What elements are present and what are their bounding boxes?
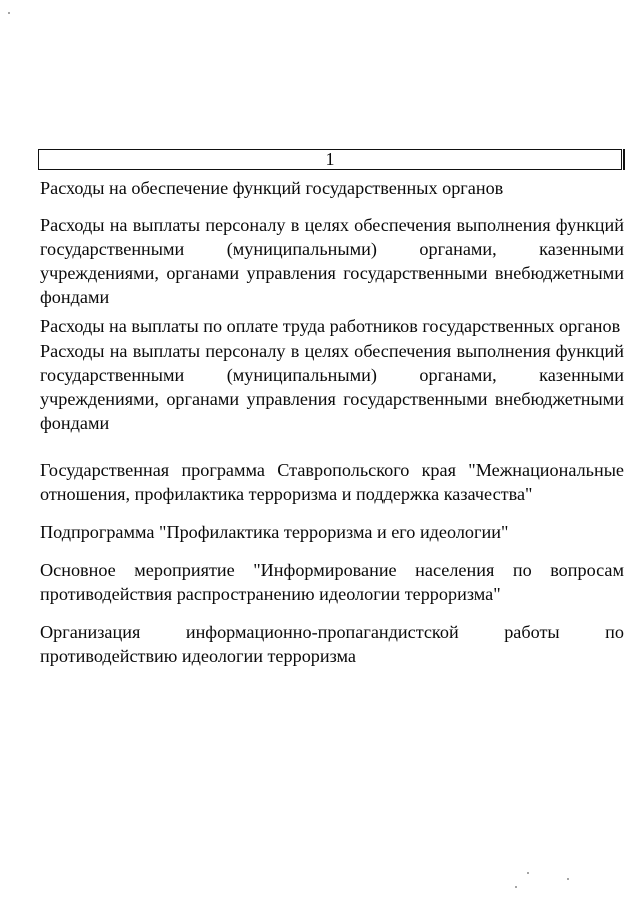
table-row: Расходы на выплаты персоналу в целях обеспечения выполнения функций государственными (муниципальными) органами, казенными учреждениями, органами управления государственными внебюджетными фондами — [40, 341, 624, 433]
column-number-label: 1 — [325, 149, 335, 169]
scan-speck — [8, 12, 10, 14]
table-rows — [40, 176, 624, 668]
scan-speck — [515, 886, 517, 888]
table-row: Расходы на выплаты персоналу в целях обеспечения выполнения функций государственными (муниципальными) органами, казенными учреждениями, органами управления государственными внебюджетными фондами — [40, 215, 624, 307]
table-row: Государственная программа Ставропольского края "Межнациональные отношения, профилактика терроризма и поддержка казачества" — [40, 460, 624, 504]
table-row: Подпрограмма "Профилактика терроризма и его идеологии" — [40, 522, 509, 542]
table-row: Организация информационно-пропагандистской работы по противодействию идеологии терроризма — [40, 622, 624, 666]
table-row: Основное мероприятие "Информирование населения по вопросам противодействия распространению идеологии терроризма" — [40, 560, 624, 604]
table-border-fragment — [623, 149, 625, 170]
scan-speck — [567, 878, 569, 880]
table-row: Расходы на выплаты по оплате труда работников государственных органов — [40, 316, 621, 336]
table-row: Расходы на обеспечение функций государственных органов — [40, 178, 504, 198]
scan-speck — [527, 872, 529, 874]
table-column-header — [38, 149, 622, 170]
